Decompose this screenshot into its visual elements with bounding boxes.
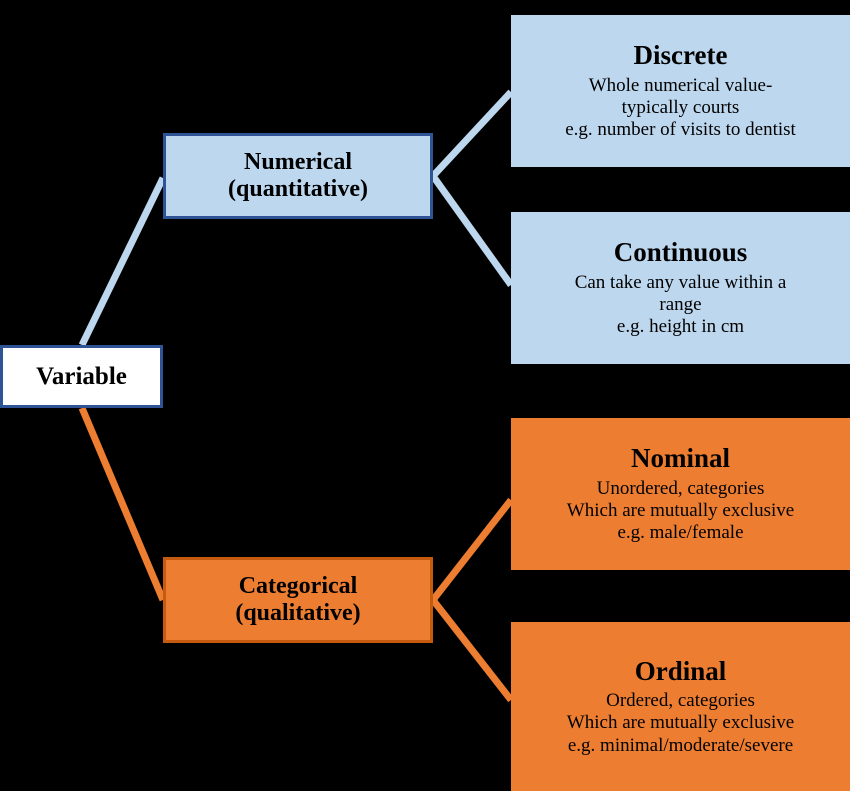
node-ordinal-desc-line3: e.g. minimal/moderate/severe [567, 734, 794, 756]
node-numerical-label-line1: Numerical [244, 149, 352, 176]
node-numerical [163, 133, 433, 219]
node-categorical-label-line1: Categorical [238, 573, 358, 600]
node-nominal-title: Nominal [630, 443, 730, 474]
node-nominal-desc-line3: e.g. male/female [617, 522, 744, 544]
node-ordinal [511, 622, 850, 791]
node-categorical-label-line2: (qualitative) [235, 600, 361, 626]
node-discrete-desc-line2: typically courts [621, 96, 740, 118]
node-categorical [163, 557, 433, 643]
edge-variable-numerical [82, 178, 163, 345]
node-continuous [511, 212, 850, 364]
node-ordinal-title: Ordinal [634, 655, 727, 686]
node-discrete [511, 15, 850, 167]
node-nominal [511, 418, 850, 570]
node-nominal-desc-line1: Unordered, categories [596, 477, 765, 499]
node-continuous-desc-line1: Can take any value within a [574, 271, 787, 293]
node-continuous-title: Continuous [613, 237, 748, 268]
node-variable-label: Variable [36, 362, 127, 390]
edge-variable-categorical [82, 408, 163, 600]
node-discrete-desc-line1: Whole numerical value- [588, 74, 773, 96]
node-discrete-desc-line3: e.g. number of visits to dentist [565, 119, 796, 141]
node-ordinal-desc-line2: Which are mutually exclusive [566, 712, 795, 734]
node-continuous-desc-line3: e.g. height in cm [616, 316, 745, 338]
node-variable [0, 345, 163, 408]
node-discrete-title: Discrete [633, 40, 728, 71]
edge-categorical-nominal [433, 500, 511, 600]
edge-numerical-continuous [433, 176, 511, 285]
node-nominal-desc-line2: Which are mutually exclusive [566, 499, 795, 521]
edge-numerical-discrete [433, 92, 511, 176]
edge-categorical-ordinal [433, 600, 511, 700]
node-continuous-desc-line2: range [659, 293, 702, 315]
node-numerical-label-line2: (quantitative) [228, 176, 368, 202]
node-ordinal-desc-line1: Ordered, categories [606, 690, 755, 711]
